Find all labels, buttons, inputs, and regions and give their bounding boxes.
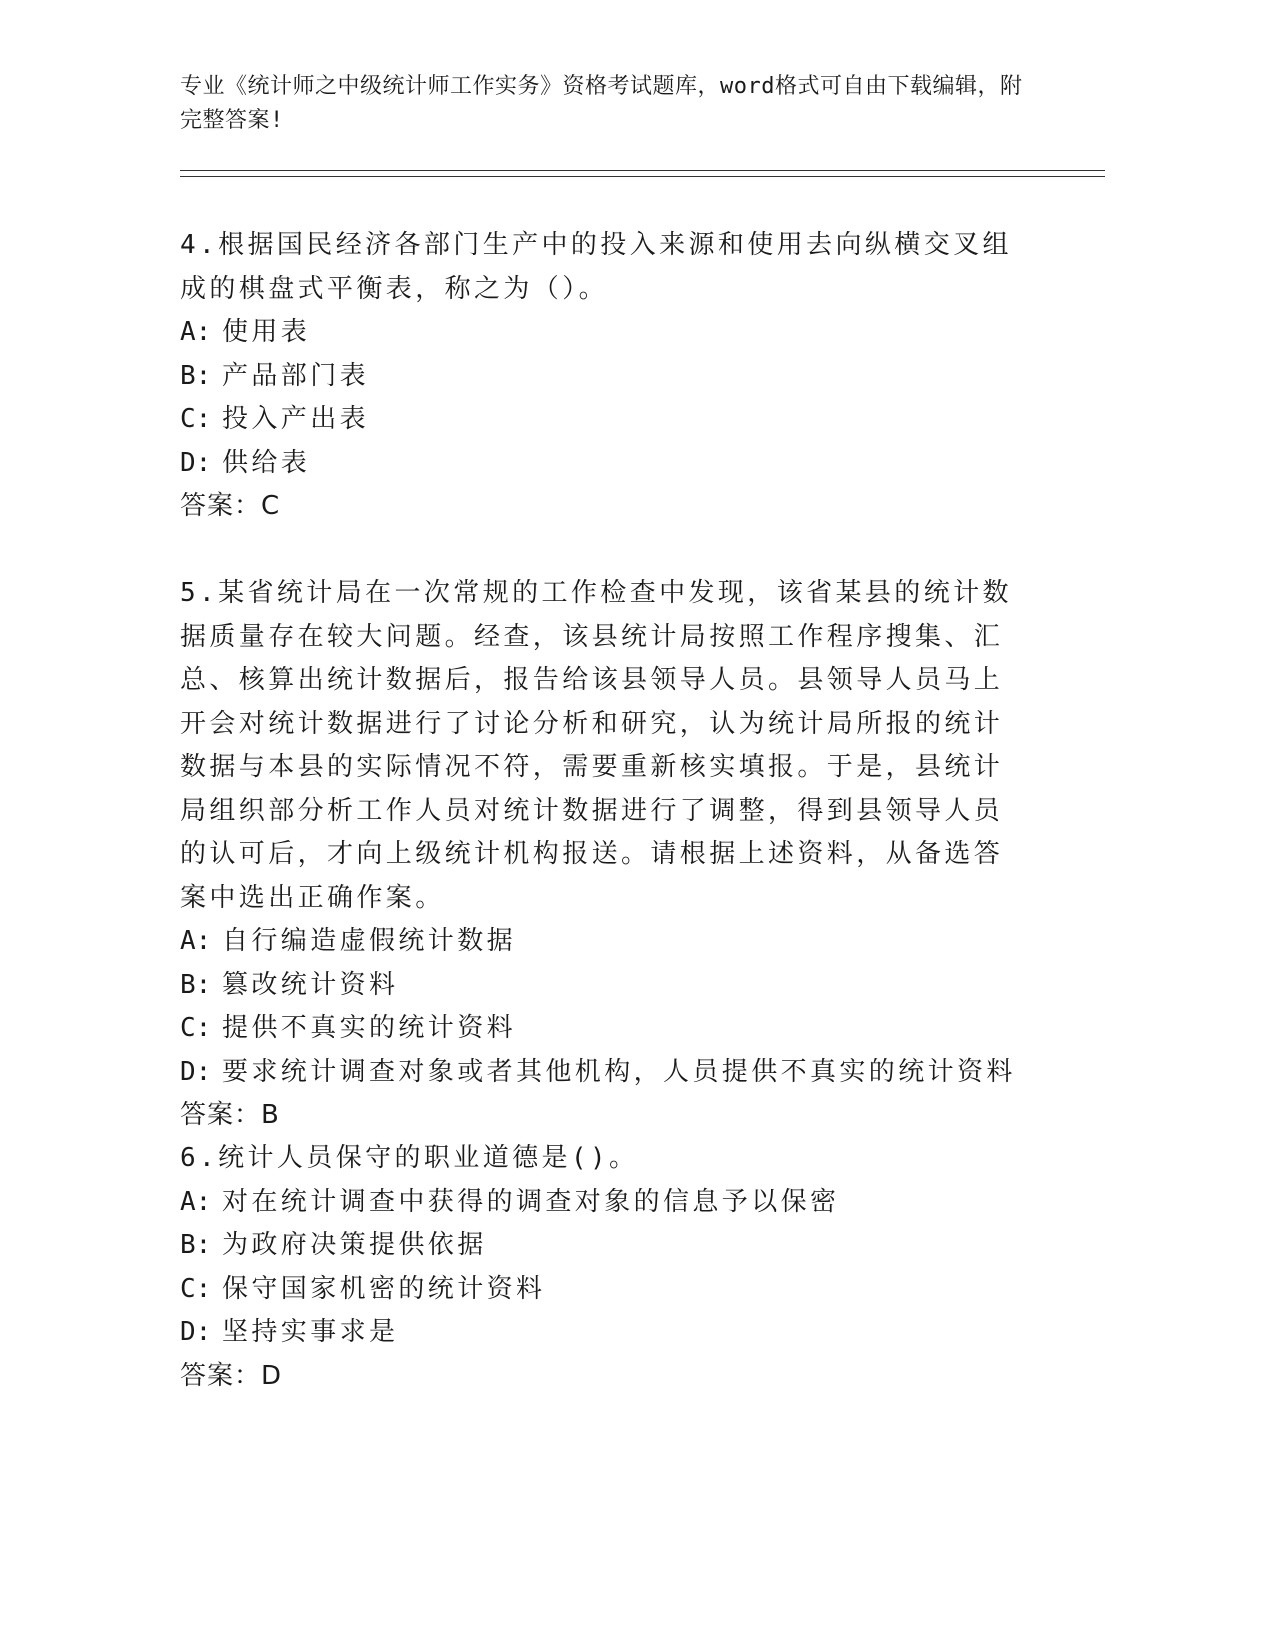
option-text: 使用表 xyxy=(222,317,311,347)
option-text: 篡改统计资料 xyxy=(222,969,399,1000)
option-text: 为政府决策提供依据 xyxy=(222,1230,487,1260)
option-letter: B: xyxy=(180,969,212,1000)
option-letter: C: xyxy=(180,1273,212,1304)
option-c xyxy=(180,398,1025,442)
option-d xyxy=(180,1051,1025,1095)
option-letter: A: xyxy=(180,1186,212,1217)
question-block xyxy=(180,1137,1025,1398)
option-text: 自行编造虚假统计数据 xyxy=(222,926,517,956)
option-letter: C: xyxy=(180,1013,212,1043)
option-a xyxy=(180,920,1025,964)
option-b xyxy=(180,355,1025,399)
header-divider-top xyxy=(180,170,1105,171)
question-stem: 6.统计人员保守的职业道德是()。 xyxy=(180,1143,639,1173)
question-stem: 4.根据国民经济各部门生产中的投入来源和使用去向纵横交叉组成的棋盘式平衡表，称之为（）。 xyxy=(180,230,1012,304)
option-letter: B: xyxy=(180,360,212,391)
question-block xyxy=(180,572,1025,1138)
option-a xyxy=(180,1181,1025,1225)
option-text: 产品部门表 xyxy=(222,360,370,391)
question-block xyxy=(180,224,1025,529)
option-text: 提供不真实的统计资料 xyxy=(222,1013,517,1043)
option-text: 坚持实事求是 xyxy=(222,1317,399,1347)
option-letter: A: xyxy=(180,317,212,347)
option-b xyxy=(180,1224,1025,1268)
answer-line: 答案：B xyxy=(180,1100,280,1130)
option-text: 对在统计调查中获得的调查对象的信息予以保密 xyxy=(222,1186,840,1217)
option-text: 投入产出表 xyxy=(222,404,370,434)
option-c xyxy=(180,1268,1025,1312)
option-letter: C: xyxy=(180,404,212,434)
question-stem: 5.某省统计局在一次常规的工作检查中发现，该省某县的统计数据质量存在较大问题。经查，该县统计局按照工作程序搜集、汇总、核算出统计数据后，报告给该县领导人员。县领导人员马上开会对统计数据进行了讨论分析和研究，认为统计局所报的统计数据与本县的实际情况不符，需要重新核实填报。于是，县统计局组织部分析工作人员对统计数据进行了调整，得到县领导人员的认可后，才向上级统计机构报送。请根据上述资料，从备选答案中选出正确作案。 xyxy=(180,578,1012,913)
option-a xyxy=(180,311,1025,355)
option-b xyxy=(180,964,1025,1008)
option-letter: D: xyxy=(180,447,212,478)
document-header-note: 专业《统计师之中级统计师工作实务》资格考试题库，word格式可自由下载编辑，附完整答案! xyxy=(180,74,1023,133)
option-c xyxy=(180,1007,1025,1051)
option-text: 供给表 xyxy=(222,447,311,478)
option-d xyxy=(180,1311,1025,1355)
answer-line: 答案：D xyxy=(180,1360,283,1391)
option-text: 要求统计调查对象或者其他机构，人员提供不真实的统计资料 xyxy=(222,1056,1016,1087)
option-letter: B: xyxy=(180,1230,212,1260)
header-divider-bottom xyxy=(180,176,1105,177)
option-letter: A: xyxy=(180,926,212,956)
option-letter: D: xyxy=(180,1056,212,1087)
option-text: 保守国家机密的统计资料 xyxy=(222,1273,546,1304)
answer-line: 答案：C xyxy=(180,491,281,521)
option-d xyxy=(180,442,1025,486)
option-letter: D: xyxy=(180,1317,212,1347)
